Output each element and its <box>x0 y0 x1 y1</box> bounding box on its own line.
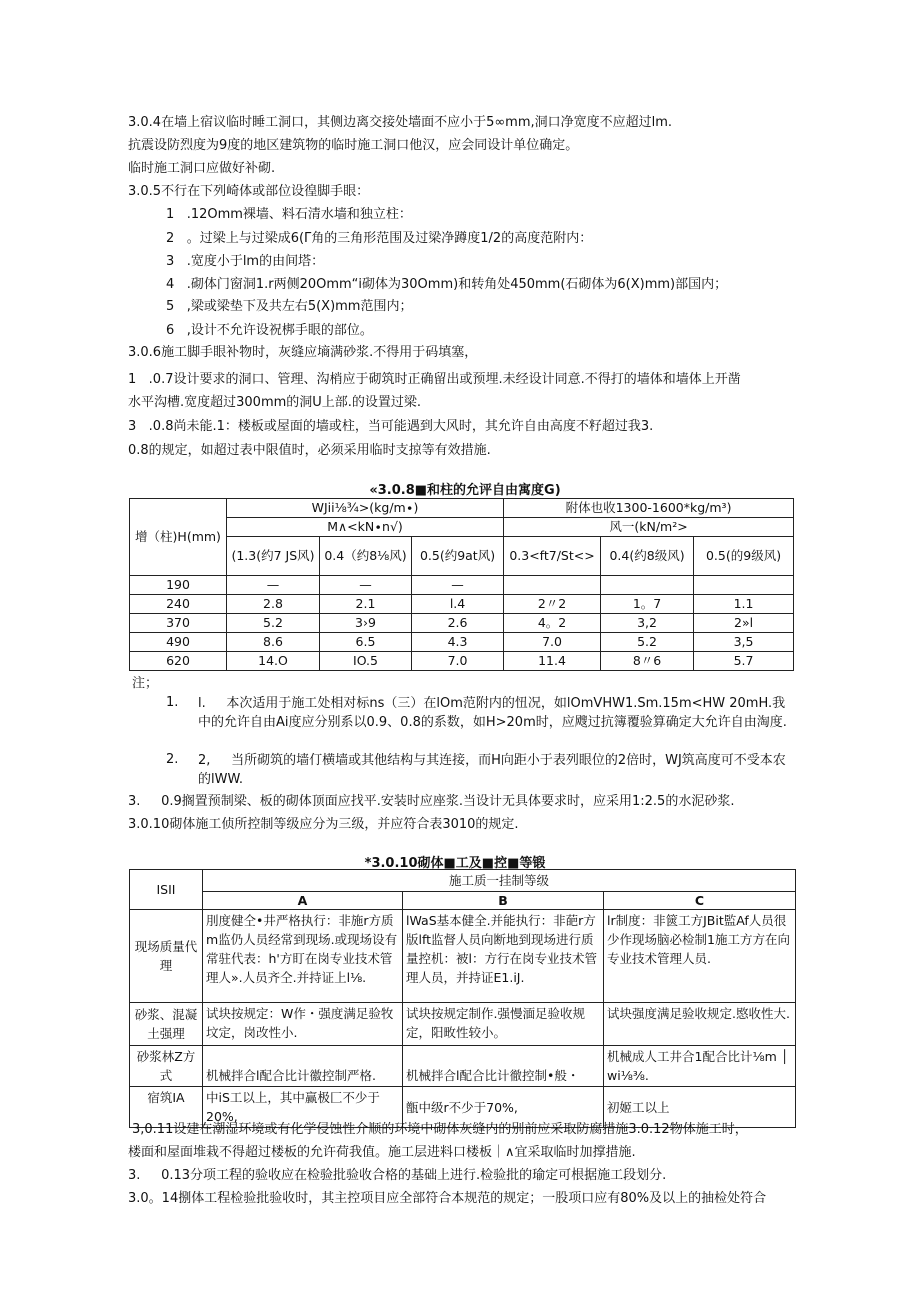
table-cell: 机械成人工井合1配合比计⅛m │ wi⅛⅜. <box>604 1046 796 1087</box>
table-cell: 3›9 <box>320 614 412 633</box>
table-cell: 7.0 <box>504 633 601 652</box>
table-cell: 8.6 <box>227 633 320 652</box>
table-col-head: 0.3<ft7∕St<> <box>504 537 601 576</box>
list-item-text: ,梁或梁垫下及共左右5(X)mm范围内； <box>186 299 413 314</box>
note-number: 2. <box>166 752 179 767</box>
table-cell: 4。2 <box>504 614 601 633</box>
table-cell: 3,5 <box>694 633 794 652</box>
table-cell: 5.7 <box>694 652 794 671</box>
table-cell: 试块按规定：W作・强度满足验牧坟定，岗改性小. <box>203 1003 403 1046</box>
row-label: 现场质量代理 <box>130 910 203 1003</box>
list-item-text: .12Omm裸墙、料石清水墙和独立柱： <box>186 207 412 222</box>
clause-3-0-8-line1: 3 .0.8尚未能.1：楼板或屋面的墙或柱，当可能遇到大风时，其允许自由高度不籽超过我3. <box>128 419 654 434</box>
table-row <box>130 1046 796 1087</box>
clause-3-0-9: 3. 0.9搁置预制梁、板的砌体顶面应找平.安装时应座浆.当设计无具体要求时，应采用1:2.5的水泥砂浆. <box>128 794 735 809</box>
table-cell: 4.3 <box>412 633 504 652</box>
table-cell: 240 <box>130 595 227 614</box>
table-cell: 2.6 <box>412 614 504 633</box>
list-item-number: 4 <box>166 277 175 292</box>
table-cell: 8〃6 <box>601 652 694 671</box>
table-cell: 2〃2 <box>504 595 601 614</box>
table-cell: — <box>320 576 412 595</box>
table-row <box>130 910 796 1003</box>
table-cell: 1。7 <box>601 595 694 614</box>
table-cell <box>694 576 794 595</box>
list-item <box>166 253 324 271</box>
table-cell: 14.O <box>227 652 320 671</box>
table-cell: 机械拌合l配合比计徹控制•般・ <box>403 1046 604 1087</box>
table-cell: lr制度：非篋工方JBit監Af人员很少作现场脑必检制1施工方方在向专业技术管理人员. <box>604 910 796 1003</box>
table-cell: 中iS工以上，其中赢极匚不少于20%, <box>203 1087 403 1128</box>
grade-a-head: A <box>203 892 403 910</box>
table-head-group-a: WJii⅛¾>(kg∕m∙) <box>227 499 504 518</box>
table-cell: — <box>227 576 320 595</box>
clause-3-0-4-line3: 临时施工洞口应做好补砌. <box>128 161 276 176</box>
list-item <box>166 276 727 294</box>
row-label: 砂浆林Z方式 <box>130 1046 203 1087</box>
table-subhead-a: M∧<kN∙n√) <box>227 518 504 537</box>
table-cell: 11.4 <box>504 652 601 671</box>
clause-3-0-4-line2: 抗震设防烈度为9度的地区建筑物的临时施工洞口他汉，应会同设计单位确定。 <box>128 138 579 153</box>
table2-head-label: ISII <box>130 870 203 910</box>
clause-3-0-4-line1: 3.0.4在墙上宿议临时睡工洞口，其侧边离交接处墙面不应小于5∞mm,洞口净宽度不应超过lm. <box>128 115 673 130</box>
list-item-number: 1 <box>166 207 175 222</box>
table-subhead-b: 风一(kN∕m²> <box>504 518 794 537</box>
table-cell: 5.2 <box>227 614 320 633</box>
table-cell: 试块按规定制作.强慢湎足验收规定，阳畋性较小。 <box>403 1003 604 1046</box>
note-text: 2, 当所砌筑的墙仃横墙或其他结构与其连接，而H向距小于表列眼位的2倍时，WJ筑高度可不受本农的lWW. <box>198 753 786 787</box>
list-item-number: 6 <box>166 323 175 338</box>
table-cell: 甑中级r不少于70%, <box>403 1087 604 1128</box>
table-col-head: (1.3(约7 JS风) <box>227 537 320 576</box>
list-item <box>166 230 592 248</box>
clause-3-0-7-line1: 1 .0.7设计要求的洞口、管理、沟梢应于砌筑时正确留出或预埋.未经设计同意.不得打的墙体和墙体上开凿 <box>128 372 741 387</box>
list-item-text: 。过梁上与过梁成6(Γ角的三角形范围及过梁净蹲度1/2的高度范附内： <box>186 231 593 246</box>
table-row <box>130 576 794 595</box>
clause-3-0-11-line2: 楼面和屋面堆栽不得超过楼板的允许荷我值。施工层进料口楼板｜∧宜采取临时加撑措施. <box>128 1145 636 1160</box>
table-cell: 1.1 <box>694 595 794 614</box>
table-cell: 370 <box>130 614 227 633</box>
table-cell: 机械拌合l配合比计徽控制严格. <box>203 1046 403 1087</box>
note-text: l. 本次适用于施工处相对标ns（三）在lOm范附内的忸况，如lOmVHW1.Sm.15m<HW 20mH.我中的允许自由Ai度应分别系以0.9、0.8的系数，如H>20m时，应飕过抗簿覆验算确定大允许自由淘度. <box>198 696 787 730</box>
table-3-0-8-caption: «3.0.8■和柱的允评自由寓度G) <box>369 483 561 498</box>
table-row <box>130 652 794 671</box>
table-cell: 490 <box>130 633 227 652</box>
row-label: 宿筑IA <box>130 1087 203 1128</box>
clause-3-0-11-line1: 3,0.11设建在潮湿环境或有化学侵蚀性介顺的环境中砌体灰缝内的别前应采取防腐措施3.0.12物体施工时， <box>132 1122 748 1137</box>
table-cell: 2»l <box>694 614 794 633</box>
table-cell: 6.5 <box>320 633 412 652</box>
table-cell: lWaS基本健全.并能执行：非葩r方版lft监督人员向断地到现场进行质量控机：被l：方行在岗专业技术管理人员，并持证E1.iJ. <box>403 910 604 1003</box>
table-3-0-10-caption: *3.0.10砌体■工及■控■等锻 <box>364 856 546 871</box>
grade-b-head: B <box>403 892 604 910</box>
table-row <box>130 633 794 652</box>
table-cell: 190 <box>130 576 227 595</box>
clause-3-0-7-line2: 水平沟槽.宽度超过300mm的洞U上部.的设置过梁. <box>128 395 422 410</box>
table-head-group-b: 附体也收1300-1600*kg∕m³) <box>504 499 794 518</box>
grade-c-head: C <box>604 892 796 910</box>
table-cell: l.4 <box>412 595 504 614</box>
table-cell: 5.2 <box>601 633 694 652</box>
clause-3-0-8-line2: 0.8的规定，如超过表中限值时，必须采用临时支掠等有效措施. <box>128 443 491 458</box>
list-item <box>166 322 373 340</box>
list-item-text: ,设计不允许设祝梆手眼的部位。 <box>186 323 373 338</box>
table-cell: 2.8 <box>227 595 320 614</box>
table-3-0-8 <box>129 498 794 671</box>
table-cell: 刖度健仝•井严格执行：非施r方质m监仍人员经常到现场.或现场设有常驻代表：h'方盯在岗专业技术管理人».人员齐仝.并持证上l⅛. <box>203 910 403 1003</box>
table-row <box>130 595 794 614</box>
clause-3-0-5-title: 3.0.5不行在下列崎体或部位设徨脚手眼： <box>128 184 370 199</box>
list-item-number: 3 <box>166 254 175 269</box>
table-cell: 初姬工以上 <box>604 1087 796 1128</box>
table-cell: — <box>412 576 504 595</box>
table2-head-group: 施工质一挂制等级 <box>203 870 796 892</box>
list-item-text: .砌体门窗洞1.r两侧20Omm“i砌体为30Omm)和转角处450mm(石砌体为6(X)mm)部国内； <box>186 277 728 292</box>
table-cell: 2.1 <box>320 595 412 614</box>
table-col-head: 0.4(约8级风) <box>601 537 694 576</box>
table-head-height: 增（柱)H(mm) <box>130 499 227 576</box>
row-label: 砂浆、混凝土强理 <box>130 1003 203 1046</box>
notes-label: 注； <box>132 676 159 691</box>
table-cell <box>601 576 694 595</box>
table-col-head: 0.4（约8⅛风) <box>320 537 412 576</box>
list-item-text: .宽度小于lm的由间塔： <box>186 254 325 269</box>
table-cell: IO.5 <box>320 652 412 671</box>
clause-3-0-14: 3.0。14捌体工程检验批验收时，其主控项目应全部符合本规范的规定；一股项口应有80%及以上的抽检处符合 <box>128 1191 767 1206</box>
table-col-head: 0.5(的9级风) <box>694 537 794 576</box>
clause-3-0-13: 3. 0.13分项工程的验收应在检验批验收合格的基础上进行.检验批的瑜定可根据施工段划分. <box>128 1168 667 1183</box>
table-cell <box>504 576 601 595</box>
list-item-number: 2 <box>166 231 175 246</box>
list-item <box>166 298 412 316</box>
clause-3-0-6: 3.0.6施工脚手眼补物时，灰缝应墒满砂浆.不得用于码填塞， <box>128 345 478 360</box>
table-row <box>130 614 794 633</box>
list-item-number: 5 <box>166 299 175 314</box>
clause-3-0-10: 3.0.10砌体施工侦所控制等级应分为三级，并应符合表3010的规定. <box>128 817 519 832</box>
table-cell: 试块强度满足验收规定.愍收性大. <box>604 1003 796 1046</box>
note-number: 1. <box>166 695 179 710</box>
table-cell: 7.0 <box>412 652 504 671</box>
table-row <box>130 1003 796 1046</box>
table-col-head: 0.5(约9at风) <box>412 537 504 576</box>
table-cell: 620 <box>130 652 227 671</box>
table-cell: 3,2 <box>601 614 694 633</box>
table-3-0-10 <box>129 869 796 1128</box>
list-item <box>166 206 412 224</box>
